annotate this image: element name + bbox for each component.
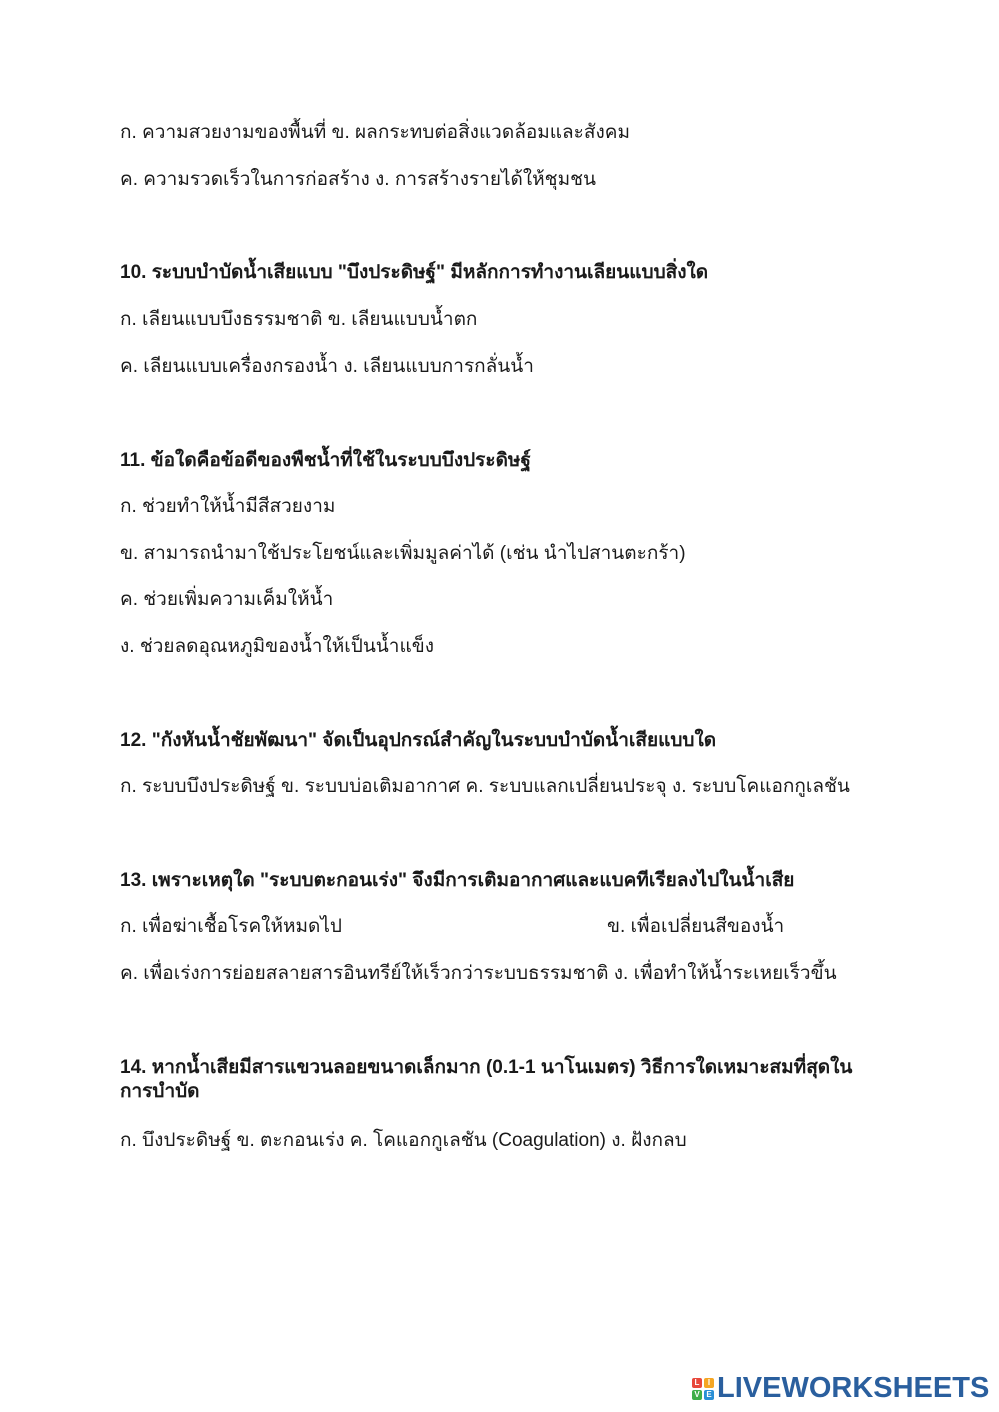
question-13-option-a: ก. เพื่อฆ่าเชื้อโรคให้หมดไป xyxy=(120,916,342,937)
question-12-options: ก. ระบบบึงประดิษฐ์ ข. ระบบบ่อเติมอากาศ ค. ระบบแลกเปลี่ยนประจุ ง. ระบบโคแอกกูเลชัน xyxy=(120,776,850,797)
question-11: 11. ข้อใดคือข้อดีของพืชน้ำที่ใช้ในระบบบึงประดิษฐ์ xyxy=(120,450,531,471)
logo-mark-icon xyxy=(692,1378,714,1400)
logo-mark-i: I xyxy=(704,1378,714,1388)
question-10-options-2: ค. เลียนแบบเครื่องกรองน้ำ ง. เลียนแบบการกลั่นน้ำ xyxy=(120,356,534,377)
question-11-option-c: ค. ช่วยเพิ่มความเค็มให้น้ำ xyxy=(120,589,334,610)
question-12: 12. "กังหันน้ำชัยพัฒนา" จัดเป็นอุปกรณ์สำคัญในระบบบำบัดน้ำเสียแบบใด xyxy=(120,730,717,751)
question-13: 13. เพราะเหตุใด "ระบบตะกอนเร่ง" จึงมีการเติมอากาศและแบคทีเรียลงไปในน้ำเสีย xyxy=(120,870,795,891)
liveworksheets-logo xyxy=(692,1373,989,1403)
question-11-option-b: ข. สามารถนำมาใช้ประโยชน์และเพิ่มมูลค่าได้ (เช่น นำไปสานตะกร้า) xyxy=(120,543,686,564)
options-line-kho-ngo: ค. ความรวดเร็วในการก่อสร้าง ง. การสร้างรายได้ให้ชุมชน xyxy=(120,169,596,190)
logo-mark-l: L xyxy=(692,1378,702,1388)
logo-mark-v: V xyxy=(692,1390,702,1400)
question-13-option-b: ข. เพื่อเปลี่ยนสีของน้ำ xyxy=(607,916,785,937)
question-13-options-2: ค. เพื่อเร่งการย่อยสลายสารอินทรีย์ให้เร็วกว่าระบบธรรมชาติ ง. เพื่อทำให้น้ำระเหยเร็วขึ้น xyxy=(120,963,837,984)
question-10: 10. ระบบบำบัดน้ำเสียแบบ "บึงประดิษฐ์" มีหลักการทำงานเลียนแบบสิ่งใด xyxy=(120,262,709,283)
logo-text: LIVEWORKSHEETS xyxy=(717,1371,990,1404)
question-11-option-d: ง. ช่วยลดอุณหภูมิของน้ำให้เป็นน้ำแข็ง xyxy=(120,636,434,657)
logo-mark-e: E xyxy=(704,1390,714,1400)
question-14-options: ก. บึงประดิษฐ์ ข. ตะกอนเร่ง ค. โคแอกกูเลชัน (Coagulation) ง. ฝังกลบ xyxy=(120,1130,687,1151)
question-10-options-1: ก. เลียนแบบบึงธรรมชาติ ข. เลียนแบบน้ำตก xyxy=(120,309,478,330)
question-11-option-a: ก. ช่วยทำให้น้ำมีสีสวยงาม xyxy=(120,496,336,517)
question-14: 14. หากน้ำเสียมีสารแขวนลอยขนาดเล็กมาก (0.1-1 นาโนเมตร) วิธีการใดเหมาะสมที่สุดในการบำบัด xyxy=(120,1057,853,1102)
options-line-ka-kho: ก. ความสวยงามของพื้นที่ ข. ผลกระทบต่อสิ่งแวดล้อมและสังคม xyxy=(120,122,630,143)
